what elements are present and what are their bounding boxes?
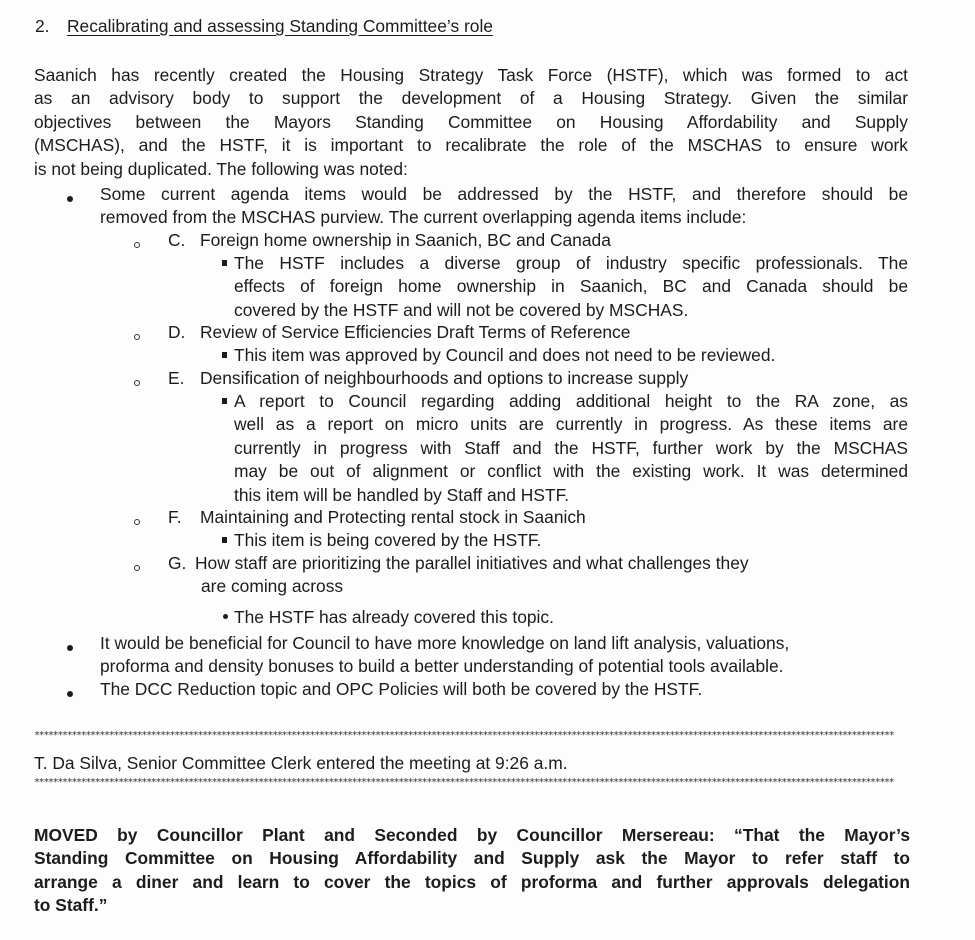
motion-line: Standing Committee on Housing Affordability and Supply ask the Mayor to refer staff to [34, 848, 910, 869]
agenda-item-note [234, 606, 554, 629]
bullet-line: Some current agenda items would be addressed by the HSTF, and therefore should be [100, 184, 908, 204]
agenda-item-text: Foreign home ownership in Saanich, BC and Canada [200, 230, 611, 250]
agenda-item-label: E. [168, 368, 185, 388]
bullet-dot-icon [67, 196, 73, 202]
asterisk-separator-top: **************************************************************************************************************************************************************************************** [34, 731, 894, 739]
circle-bullet-icon [134, 519, 140, 525]
agenda-item-label: G. [168, 553, 187, 573]
agenda-item-note [234, 529, 541, 552]
agenda-item-title-continued [201, 575, 343, 598]
intro-paragraph [34, 64, 908, 181]
motion-paragraph [34, 824, 910, 918]
agenda-item-title [168, 506, 586, 529]
agenda-item-label: D. [168, 322, 186, 342]
note-line: The HSTF has already covered this topic. [234, 607, 554, 627]
bullet-line: removed from the MSCHAS purview. The current overlapping agenda items include: [100, 207, 747, 228]
agenda-item-text: Review of Service Efficiencies Draft Terms of Reference [200, 322, 631, 342]
bullet-text [100, 632, 908, 679]
circle-bullet-icon [134, 565, 140, 571]
intro-line: (MSCHAS), and the HSTF, it is important to recalibrate the role of the MSCHAS to ensure work [34, 135, 908, 156]
circle-bullet-icon [134, 380, 140, 386]
motion-line: arrange a diner and learn to cover the topics of proforma and further approvals delegation [34, 871, 910, 892]
intro-line: Saanich has recently created the Housing Strategy Task Force (HSTF), which was formed to act [34, 65, 908, 85]
note-line: may be out of alignment or conflict with the existing work. It was determined [234, 461, 908, 482]
square-bullet-icon [222, 352, 227, 358]
note-line: covered by the HSTF and will not be covered by MSCHAS. [234, 299, 689, 320]
agenda-item-note [234, 390, 908, 507]
section-title: Recalibrating and assessing Standing Committee’s role [67, 16, 493, 36]
agenda-item-text: are coming across [201, 576, 344, 596]
note-line: The HSTF includes a diverse group of industry specific professionals. The [234, 253, 908, 273]
agenda-item-text: Maintaining and Protecting rental stock in Saanich [200, 507, 586, 527]
square-bullet-icon [222, 260, 227, 266]
attendance-text: T. Da Silva, Senior Committee Clerk entered the meeting at 9:26 a.m. [34, 753, 568, 773]
note-line: currently in progress with Staff and the HSTF, further work by the MSCHAS [234, 437, 908, 458]
agenda-item-text: How staff are prioritizing the parallel initiatives and what challenges they [195, 553, 749, 573]
agenda-item-title [168, 229, 611, 252]
intro-line: objectives between the Mayors Standing Committee on Housing Affordability and Supply [34, 111, 908, 132]
bullet-line: proforma and density bonuses to build a better understanding of potential tools available. [100, 656, 784, 677]
bullet-text [100, 183, 908, 230]
square-bullet-icon [222, 398, 227, 404]
agenda-item-title [168, 321, 630, 344]
note-line: well as a report on micro units are currently in progress. As these items are [234, 414, 908, 435]
square-bullet-icon [222, 537, 227, 543]
bullet-line: It would be beneficial for Council to have more knowledge on land lift analysis, valuations, [100, 633, 790, 653]
bullet-dot-icon [67, 691, 73, 697]
agenda-item-label: F. [168, 507, 182, 527]
note-line: effects of foreign home ownership in Saanich, BC and Canada should be [234, 276, 908, 297]
bullet-dot-icon [223, 614, 228, 619]
bullet-dot-icon [67, 645, 73, 651]
motion-line: to Staff.” [34, 895, 108, 916]
note-line: This item is being covered by the HSTF. [234, 530, 542, 550]
bullet-line: The DCC Reduction topic and OPC Policies will both be covered by the HSTF. [100, 679, 703, 699]
agenda-item-note [234, 344, 775, 367]
agenda-item-title [168, 552, 749, 575]
note-line: A report to Council regarding adding additional height to the RA zone, as [234, 391, 908, 411]
intro-line: as an advisory body to support the development of a Housing Strategy. Given the similar [34, 88, 908, 109]
note-line: This item was approved by Council and does not need to be reviewed. [234, 345, 776, 365]
agenda-item-text: Densification of neighbourhoods and options to increase supply [200, 368, 689, 388]
bullet-text [100, 678, 702, 701]
section-heading [35, 15, 493, 38]
circle-bullet-icon [134, 334, 140, 340]
asterisk-separator-bottom: **************************************************************************************************************************************************************************************** [34, 778, 894, 786]
attendance-note [34, 752, 568, 775]
agenda-item-note [234, 252, 908, 322]
intro-line: is not being duplicated. The following was noted: [34, 158, 408, 179]
section-number: 2. [35, 16, 50, 36]
agenda-item-title [168, 367, 688, 390]
motion-line: MOVED by Councillor Plant and Seconded by Councillor Mersereau: “That the Mayor’s [34, 825, 910, 845]
note-line: this item will be handled by Staff and HSTF. [234, 484, 570, 505]
agenda-item-label: C. [168, 230, 186, 250]
circle-bullet-icon [134, 242, 140, 248]
